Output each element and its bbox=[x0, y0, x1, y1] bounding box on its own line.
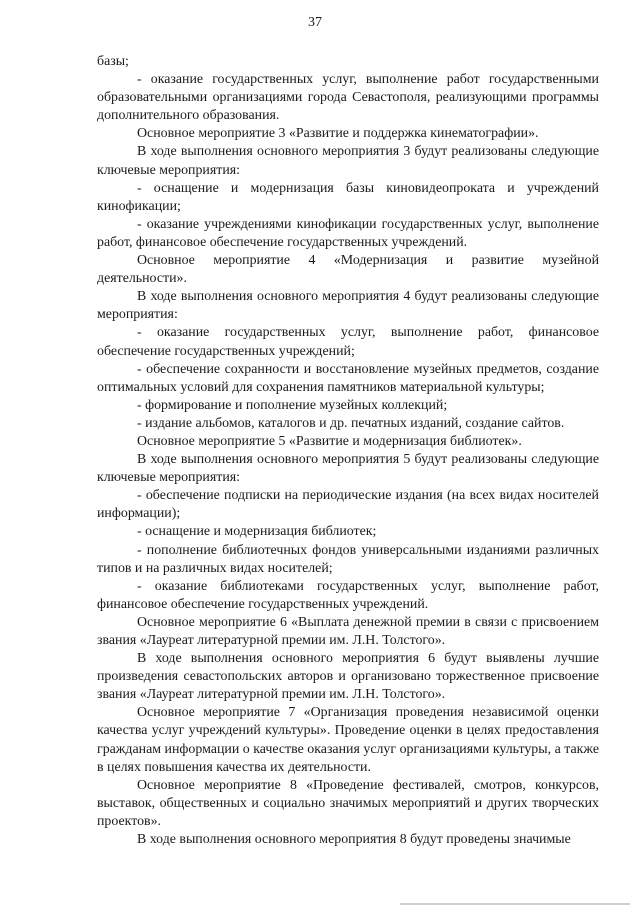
paragraph: В ходе выполнения основного мероприятия 5 будут реализованы следующие ключевые мероприятия: bbox=[97, 452, 599, 486]
paragraph: Основное мероприятие 3 «Развитие и поддержка кинематографии». bbox=[137, 126, 539, 142]
paragraph: - оказание учреждениями кинофикации государственных услуг, выполнение работ, финансовое обеспечение государственных учреждений. bbox=[97, 216, 599, 250]
paragraph: - оказание государственных услуг, выполнение работ, финансовое обеспечение государственных учреждений; bbox=[97, 325, 599, 359]
paragraph: - оказание государственных услуг, выполнение работ государственными образовательными организациями города Севастополя, реализующими программы дополнительного образования. bbox=[97, 72, 599, 124]
paragraph: - оказание библиотеками государственных услуг, выполнение работ, финансовое обеспечение государственных учреждений. bbox=[97, 578, 599, 612]
paragraph: В ходе выполнения основного мероприятия 8 будут проведены значимые bbox=[137, 832, 571, 848]
paragraph: Основное мероприятие 5 «Развитие и модернизация библиотек». bbox=[137, 433, 522, 449]
paragraph: базы; bbox=[97, 54, 129, 69]
paragraph: - формирование и пополнение музейных коллекций; bbox=[137, 397, 448, 413]
paragraph: - пополнение библиотечных фондов универсальными изданиями различных типов и на различных видах носителей; bbox=[97, 542, 599, 576]
paragraph: Основное мероприятие 8 «Проведение фестивалей, смотров, конкурсов, выставок, общественных и социально значимых мероприятий и других творческих проектов». bbox=[97, 777, 599, 829]
page-number: 37 bbox=[308, 15, 322, 30]
paragraph: - обеспечение сохранности и восстановление музейных предметов, создание оптимальных условий для сохранения памятников материальной культуры; bbox=[97, 361, 599, 395]
paragraph: Основное мероприятие 6 «Выплата денежной премии в связи с присвоением звания «Лауреат литературной премии им. Л.Н. Толстого». bbox=[97, 614, 599, 648]
paragraph: В ходе выполнения основного мероприятия 3 будут реализованы следующие ключевые мероприятия: bbox=[97, 144, 599, 178]
paragraph: - издание альбомов, каталогов и др. печатных изданий, создание сайтов. bbox=[137, 415, 565, 431]
paragraph: Основное мероприятие 7 «Организация проведения независимой оценки качества услуг учреждений культуры». Проведение оценки в целях предоставления гражданам информации о качестве оказания услуг организациями культуры, а также в целях повышения качества их деятельности. bbox=[97, 705, 599, 775]
paragraph: - оснащение и модернизация базы киновидеопроката и учреждений кинофикации; bbox=[97, 180, 599, 214]
paragraph: В ходе выполнения основного мероприятия 6 будут выявлены лучшие произведения севастопольских авторов и организовано торжественное присвоение звания «Лауреат литературной премии им. Л.Н. Толстого». bbox=[97, 651, 599, 703]
page-body bbox=[97, 53, 599, 849]
paragraph: - обеспечение подписки на периодические издания (на всех видах носителей информации); bbox=[97, 488, 599, 522]
paragraph: В ходе выполнения основного мероприятия 4 будут реализованы следующие мероприятия: bbox=[97, 289, 599, 323]
paragraph: Основное мероприятие 4 «Модернизация и развитие музейной деятельности». bbox=[97, 253, 599, 287]
paragraph: - оснащение и модернизация библиотек; bbox=[137, 524, 377, 540]
